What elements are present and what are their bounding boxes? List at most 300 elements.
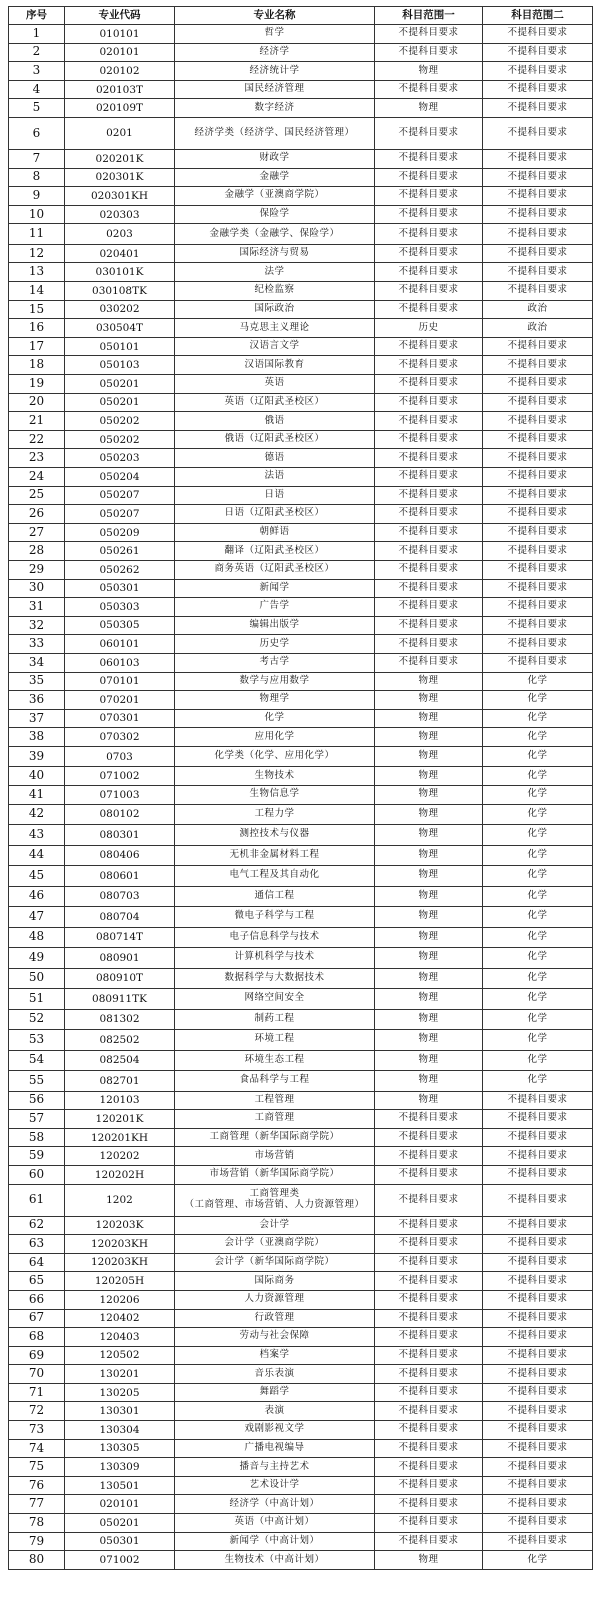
cell-name: 环境生态工程 xyxy=(175,1050,375,1071)
cell-seq: 30 xyxy=(9,579,65,598)
cell-name: 财政学 xyxy=(175,149,375,168)
cell-seq: 70 xyxy=(9,1365,65,1384)
cell-name: 翻译（辽阳武圣校区） xyxy=(175,542,375,561)
cell-subject-range-1: 物理 xyxy=(375,825,483,846)
cell-subject-range-1: 不提科目要求 xyxy=(375,542,483,561)
cell-seq: 80 xyxy=(9,1551,65,1570)
table-row xyxy=(9,117,593,149)
cell-name: 环境工程 xyxy=(175,1030,375,1051)
cell-seq: 41 xyxy=(9,785,65,804)
cell-subject-range-2: 化学 xyxy=(483,989,593,1010)
cell-subject-range-1: 不提科目要求 xyxy=(375,300,483,319)
cell-subject-range-2: 化学 xyxy=(483,886,593,907)
cell-code: 080703 xyxy=(65,886,175,907)
cell-code: 1202 xyxy=(65,1184,175,1216)
cell-code: 050201 xyxy=(65,393,175,412)
table-row xyxy=(9,263,593,282)
table-row xyxy=(9,1272,593,1291)
cell-subject-range-1: 不提科目要求 xyxy=(375,523,483,542)
cell-name: 数学与应用数学 xyxy=(175,672,375,691)
cell-subject-range-2: 不提科目要求 xyxy=(483,117,593,149)
cell-code: 120103 xyxy=(65,1091,175,1110)
cell-code: 130501 xyxy=(65,1476,175,1495)
cell-code: 050262 xyxy=(65,560,175,579)
cell-code: 0201 xyxy=(65,117,175,149)
cell-subject-range-2: 不提科目要求 xyxy=(483,412,593,431)
cell-subject-range-1: 不提科目要求 xyxy=(375,205,483,224)
cell-name: 生物信息学 xyxy=(175,785,375,804)
cell-subject-range-2: 不提科目要求 xyxy=(483,598,593,617)
table-row xyxy=(9,430,593,449)
cell-code: 020101 xyxy=(65,43,175,62)
cell-seq: 34 xyxy=(9,653,65,672)
cell-code: 050209 xyxy=(65,523,175,542)
cell-code: 080714T xyxy=(65,927,175,948)
cell-subject-range-2: 化学 xyxy=(483,927,593,948)
cell-seq: 16 xyxy=(9,319,65,338)
cell-subject-range-2: 不提科目要求 xyxy=(483,1290,593,1309)
table-row xyxy=(9,375,593,394)
cell-subject-range-2: 不提科目要求 xyxy=(483,80,593,99)
cell-subject-range-2: 不提科目要求 xyxy=(483,486,593,505)
cell-code: 050261 xyxy=(65,542,175,561)
header-subject-range-2: 科目范围二 xyxy=(483,7,593,25)
cell-code: 020401 xyxy=(65,244,175,263)
cell-subject-range-1: 物理 xyxy=(375,672,483,691)
cell-seq: 75 xyxy=(9,1458,65,1477)
cell-subject-range-1: 不提科目要求 xyxy=(375,560,483,579)
table-row xyxy=(9,43,593,62)
cell-seq: 29 xyxy=(9,560,65,579)
cell-subject-range-2: 政治 xyxy=(483,319,593,338)
cell-seq: 61 xyxy=(9,1184,65,1216)
cell-subject-range-2: 不提科目要求 xyxy=(483,1328,593,1347)
cell-subject-range-2: 不提科目要求 xyxy=(483,635,593,654)
cell-seq: 69 xyxy=(9,1346,65,1365)
cell-subject-range-1: 物理 xyxy=(375,1030,483,1051)
cell-code: 0203 xyxy=(65,224,175,245)
table-row xyxy=(9,1253,593,1272)
cell-name: 商务英语（辽阳武圣校区） xyxy=(175,560,375,579)
table-row xyxy=(9,866,593,887)
cell-subject-range-1: 物理 xyxy=(375,927,483,948)
cell-seq: 3 xyxy=(9,62,65,81)
cell-name: 金融学（亚澳商学院） xyxy=(175,187,375,206)
cell-code: 081302 xyxy=(65,1009,175,1030)
cell-subject-range-1: 不提科目要求 xyxy=(375,635,483,654)
cell-subject-range-1: 不提科目要求 xyxy=(375,412,483,431)
cell-seq: 57 xyxy=(9,1110,65,1129)
table-row xyxy=(9,804,593,825)
cell-code: 060101 xyxy=(65,635,175,654)
cell-code: 130301 xyxy=(65,1402,175,1421)
cell-name: 编辑出版学 xyxy=(175,616,375,635)
table-row xyxy=(9,467,593,486)
cell-subject-range-2: 不提科目要求 xyxy=(483,1346,593,1365)
cell-seq: 17 xyxy=(9,337,65,356)
cell-name: 艺术设计学 xyxy=(175,1476,375,1495)
cell-subject-range-1: 不提科目要求 xyxy=(375,486,483,505)
table-row xyxy=(9,1165,593,1184)
cell-subject-range-1: 不提科目要求 xyxy=(375,1439,483,1458)
cell-subject-range-2: 不提科目要求 xyxy=(483,43,593,62)
cell-code: 070301 xyxy=(65,709,175,728)
table-row xyxy=(9,635,593,654)
table-row xyxy=(9,205,593,224)
cell-subject-range-1: 不提科目要求 xyxy=(375,337,483,356)
cell-seq: 76 xyxy=(9,1476,65,1495)
cell-subject-range-2: 不提科目要求 xyxy=(483,375,593,394)
cell-seq: 32 xyxy=(9,616,65,635)
cell-subject-range-1: 不提科目要求 xyxy=(375,1346,483,1365)
cell-code: 120205H xyxy=(65,1272,175,1291)
cell-subject-range-2: 化学 xyxy=(483,785,593,804)
cell-subject-range-2: 不提科目要求 xyxy=(483,616,593,635)
cell-seq: 73 xyxy=(9,1421,65,1440)
cell-subject-range-1: 不提科目要求 xyxy=(375,187,483,206)
cell-name: 新闻学 xyxy=(175,579,375,598)
cell-seq: 28 xyxy=(9,542,65,561)
table-row xyxy=(9,825,593,846)
cell-code: 020109T xyxy=(65,99,175,118)
table-row xyxy=(9,1514,593,1533)
table-row xyxy=(9,393,593,412)
cell-code: 020303 xyxy=(65,205,175,224)
cell-subject-range-2: 不提科目要求 xyxy=(483,653,593,672)
cell-name: 广告学 xyxy=(175,598,375,617)
cell-code: 050202 xyxy=(65,412,175,431)
cell-name: 网络空间安全 xyxy=(175,989,375,1010)
cell-subject-range-1: 物理 xyxy=(375,785,483,804)
cell-code: 082504 xyxy=(65,1050,175,1071)
cell-name: 音乐表演 xyxy=(175,1365,375,1384)
cell-seq: 8 xyxy=(9,168,65,187)
cell-subject-range-2: 不提科目要求 xyxy=(483,1495,593,1514)
cell-name-line: （工商管理、市场营销、人力资源管理） xyxy=(184,1199,365,1211)
cell-seq: 74 xyxy=(9,1439,65,1458)
cell-code: 050201 xyxy=(65,1514,175,1533)
cell-seq: 71 xyxy=(9,1383,65,1402)
cell-name: 物理学 xyxy=(175,691,375,710)
cell-subject-range-2: 化学 xyxy=(483,709,593,728)
cell-subject-range-1: 不提科目要求 xyxy=(375,1514,483,1533)
cell-code: 080704 xyxy=(65,907,175,928)
cell-code: 120203K xyxy=(65,1216,175,1235)
cell-name: 化学 xyxy=(175,709,375,728)
cell-name: 化学类（化学、应用化学） xyxy=(175,746,375,767)
table-row xyxy=(9,709,593,728)
table-row xyxy=(9,412,593,431)
cell-seq: 5 xyxy=(9,99,65,118)
cell-seq: 11 xyxy=(9,224,65,245)
cell-seq: 4 xyxy=(9,80,65,99)
cell-subject-range-1: 不提科目要求 xyxy=(375,263,483,282)
cell-subject-range-1: 物理 xyxy=(375,1071,483,1092)
table-row xyxy=(9,523,593,542)
cell-name: 经济学类（经济学、国民经济管理） xyxy=(175,117,375,149)
cell-name-line: 工商管理类 xyxy=(249,1188,300,1200)
cell-subject-range-2: 化学 xyxy=(483,767,593,786)
cell-name: 数字经济 xyxy=(175,99,375,118)
cell-name: 工程力学 xyxy=(175,804,375,825)
cell-seq: 64 xyxy=(9,1253,65,1272)
cell-seq: 19 xyxy=(9,375,65,394)
cell-seq: 55 xyxy=(9,1071,65,1092)
cell-code: 050305 xyxy=(65,616,175,635)
cell-subject-range-1: 不提科目要求 xyxy=(375,25,483,44)
cell-subject-range-2: 不提科目要求 xyxy=(483,1184,593,1216)
table-row xyxy=(9,989,593,1010)
cell-subject-range-1: 不提科目要求 xyxy=(375,598,483,617)
cell-subject-range-2: 不提科目要求 xyxy=(483,560,593,579)
cell-subject-range-2: 不提科目要求 xyxy=(483,1091,593,1110)
cell-subject-range-1: 不提科目要求 xyxy=(375,80,483,99)
table-row xyxy=(9,1439,593,1458)
cell-code: 050207 xyxy=(65,486,175,505)
cell-subject-range-1: 不提科目要求 xyxy=(375,1421,483,1440)
cell-subject-range-2: 不提科目要求 xyxy=(483,1421,593,1440)
table-row xyxy=(9,1290,593,1309)
cell-code: 020102 xyxy=(65,62,175,81)
cell-code: 120203KH xyxy=(65,1253,175,1272)
cell-subject-range-1: 不提科目要求 xyxy=(375,1383,483,1402)
cell-name: 金融学 xyxy=(175,168,375,187)
cell-subject-range-2: 不提科目要求 xyxy=(483,542,593,561)
cell-name: 计算机科学与技术 xyxy=(175,948,375,969)
table-row xyxy=(9,300,593,319)
cell-name: 通信工程 xyxy=(175,886,375,907)
cell-name: 工商管理 xyxy=(175,1110,375,1129)
cell-seq: 65 xyxy=(9,1272,65,1291)
cell-name: 表演 xyxy=(175,1402,375,1421)
cell-code: 070302 xyxy=(65,728,175,747)
table-row xyxy=(9,1458,593,1477)
cell-subject-range-1: 不提科目要求 xyxy=(375,1165,483,1184)
table-row xyxy=(9,1476,593,1495)
cell-subject-range-2: 不提科目要求 xyxy=(483,1216,593,1235)
cell-seq: 68 xyxy=(9,1328,65,1347)
cell-subject-range-1: 历史 xyxy=(375,319,483,338)
table-row xyxy=(9,1184,593,1216)
cell-subject-range-1: 不提科目要求 xyxy=(375,149,483,168)
table-row xyxy=(9,728,593,747)
cell-seq: 43 xyxy=(9,825,65,846)
cell-seq: 40 xyxy=(9,767,65,786)
cell-subject-range-1: 不提科目要求 xyxy=(375,579,483,598)
cell-subject-range-2: 不提科目要求 xyxy=(483,263,593,282)
cell-name: 工商管理（新华国际商学院） xyxy=(175,1128,375,1147)
cell-subject-range-1: 不提科目要求 xyxy=(375,117,483,149)
cell-subject-range-1: 不提科目要求 xyxy=(375,1235,483,1254)
cell-name: 播音与主持艺术 xyxy=(175,1458,375,1477)
cell-subject-range-2: 不提科目要求 xyxy=(483,523,593,542)
cell-subject-range-2: 不提科目要求 xyxy=(483,1128,593,1147)
cell-name: 工程管理 xyxy=(175,1091,375,1110)
cell-subject-range-2: 化学 xyxy=(483,907,593,928)
cell-seq: 53 xyxy=(9,1030,65,1051)
cell-name: 汉语言文学 xyxy=(175,337,375,356)
cell-seq: 27 xyxy=(9,523,65,542)
cell-code: 070101 xyxy=(65,672,175,691)
cell-name: 劳动与社会保障 xyxy=(175,1328,375,1347)
cell-code: 050303 xyxy=(65,598,175,617)
cell-name: 德语 xyxy=(175,449,375,468)
cell-name: 微电子科学与工程 xyxy=(175,907,375,928)
table-row xyxy=(9,767,593,786)
table-row xyxy=(9,1421,593,1440)
cell-subject-range-2: 不提科目要求 xyxy=(483,430,593,449)
cell-name: 俄语 xyxy=(175,412,375,431)
table-row xyxy=(9,691,593,710)
table-row xyxy=(9,1365,593,1384)
cell-subject-range-2: 不提科目要求 xyxy=(483,579,593,598)
cell-seq: 59 xyxy=(9,1147,65,1166)
table-row xyxy=(9,1030,593,1051)
table-row xyxy=(9,1328,593,1347)
table-row xyxy=(9,1383,593,1402)
cell-seq: 26 xyxy=(9,505,65,524)
cell-code: 130305 xyxy=(65,1439,175,1458)
cell-name: 国际政治 xyxy=(175,300,375,319)
cell-code: 080911TK xyxy=(65,989,175,1010)
cell-subject-range-2: 不提科目要求 xyxy=(483,168,593,187)
cell-subject-range-1: 物理 xyxy=(375,1551,483,1570)
cell-seq: 10 xyxy=(9,205,65,224)
cell-subject-range-2: 化学 xyxy=(483,728,593,747)
cell-subject-range-2: 不提科目要求 xyxy=(483,282,593,301)
cell-seq: 13 xyxy=(9,263,65,282)
table-row xyxy=(9,1071,593,1092)
cell-name: 电子信息科学与技术 xyxy=(175,927,375,948)
cell-name: 纪检监察 xyxy=(175,282,375,301)
cell-name: 会计学 xyxy=(175,1216,375,1235)
table-header-row xyxy=(9,7,593,25)
cell-name: 国际商务 xyxy=(175,1272,375,1291)
cell-name: 行政管理 xyxy=(175,1309,375,1328)
cell-subject-range-2: 不提科目要求 xyxy=(483,1532,593,1551)
cell-seq: 31 xyxy=(9,598,65,617)
cell-name: 汉语国际教育 xyxy=(175,356,375,375)
cell-seq: 67 xyxy=(9,1309,65,1328)
cell-name: 市场营销 xyxy=(175,1147,375,1166)
cell-name: 会计学（新华国际商学院） xyxy=(175,1253,375,1272)
table-row xyxy=(9,187,593,206)
cell-seq: 12 xyxy=(9,244,65,263)
table-row xyxy=(9,449,593,468)
cell-subject-range-1: 物理 xyxy=(375,99,483,118)
table-row xyxy=(9,968,593,989)
cell-code: 130201 xyxy=(65,1365,175,1384)
cell-subject-range-1: 不提科目要求 xyxy=(375,1532,483,1551)
cell-name: 食品科学与工程 xyxy=(175,1071,375,1092)
cell-subject-range-1: 物理 xyxy=(375,907,483,928)
cell-seq: 2 xyxy=(9,43,65,62)
cell-name: 经济学 xyxy=(175,43,375,62)
table-row xyxy=(9,1309,593,1328)
cell-subject-range-1: 不提科目要求 xyxy=(375,1328,483,1347)
cell-subject-range-2: 不提科目要求 xyxy=(483,1514,593,1533)
cell-code: 010101 xyxy=(65,25,175,44)
cell-subject-range-2: 不提科目要求 xyxy=(483,1272,593,1291)
cell-seq: 20 xyxy=(9,393,65,412)
cell-seq: 62 xyxy=(9,1216,65,1235)
header-subject-range-1: 科目范围一 xyxy=(375,7,483,25)
table-row xyxy=(9,948,593,969)
table-row xyxy=(9,907,593,928)
cell-subject-range-1: 不提科目要求 xyxy=(375,1309,483,1328)
cell-seq: 60 xyxy=(9,1165,65,1184)
cell-seq: 9 xyxy=(9,187,65,206)
table-row xyxy=(9,579,593,598)
cell-seq: 78 xyxy=(9,1514,65,1533)
cell-subject-range-1: 不提科目要求 xyxy=(375,616,483,635)
cell-subject-range-1: 不提科目要求 xyxy=(375,1110,483,1129)
table-row xyxy=(9,542,593,561)
cell-code: 120202H xyxy=(65,1165,175,1184)
cell-code: 020103T xyxy=(65,80,175,99)
table-row xyxy=(9,1402,593,1421)
cell-seq: 49 xyxy=(9,948,65,969)
cell-subject-range-2: 化学 xyxy=(483,1030,593,1051)
table-row xyxy=(9,486,593,505)
cell-code: 080301 xyxy=(65,825,175,846)
cell-subject-range-1: 物理 xyxy=(375,886,483,907)
cell-subject-range-2: 化学 xyxy=(483,1071,593,1092)
cell-subject-range-2: 化学 xyxy=(483,804,593,825)
cell-subject-range-2: 不提科目要求 xyxy=(483,244,593,263)
cell-seq: 48 xyxy=(9,927,65,948)
cell-code: 071003 xyxy=(65,785,175,804)
cell-code: 080601 xyxy=(65,866,175,887)
cell-code: 120202 xyxy=(65,1147,175,1166)
cell-code: 060103 xyxy=(65,653,175,672)
cell-subject-range-1: 不提科目要求 xyxy=(375,168,483,187)
cell-name: 日语 xyxy=(175,486,375,505)
cell-seq: 6 xyxy=(9,117,65,149)
cell-seq: 39 xyxy=(9,746,65,767)
table-row xyxy=(9,149,593,168)
cell-subject-range-2: 化学 xyxy=(483,691,593,710)
cell-code: 130304 xyxy=(65,1421,175,1440)
cell-name: 档案学 xyxy=(175,1346,375,1365)
table-row xyxy=(9,168,593,187)
cell-subject-range-1: 物理 xyxy=(375,968,483,989)
cell-subject-range-2: 不提科目要求 xyxy=(483,505,593,524)
cell-subject-range-1: 不提科目要求 xyxy=(375,224,483,245)
cell-subject-range-1: 物理 xyxy=(375,62,483,81)
cell-subject-range-2: 不提科目要求 xyxy=(483,1253,593,1272)
cell-seq: 44 xyxy=(9,845,65,866)
table-row xyxy=(9,356,593,375)
cell-code: 080910T xyxy=(65,968,175,989)
cell-code: 020301KH xyxy=(65,187,175,206)
cell-name: 英语（辽阳武圣校区） xyxy=(175,393,375,412)
cell-code: 050103 xyxy=(65,356,175,375)
table-row xyxy=(9,1110,593,1129)
cell-name: 国际经济与贸易 xyxy=(175,244,375,263)
cell-seq: 21 xyxy=(9,412,65,431)
cell-code: 050202 xyxy=(65,430,175,449)
cell-subject-range-2: 化学 xyxy=(483,866,593,887)
table-row xyxy=(9,1009,593,1030)
cell-subject-range-2: 不提科目要求 xyxy=(483,1402,593,1421)
cell-subject-range-1: 不提科目要求 xyxy=(375,43,483,62)
cell-seq: 33 xyxy=(9,635,65,654)
cell-seq: 66 xyxy=(9,1290,65,1309)
cell-subject-range-1: 物理 xyxy=(375,691,483,710)
cell-subject-range-1: 物理 xyxy=(375,1009,483,1030)
cell-subject-range-2: 不提科目要求 xyxy=(483,205,593,224)
